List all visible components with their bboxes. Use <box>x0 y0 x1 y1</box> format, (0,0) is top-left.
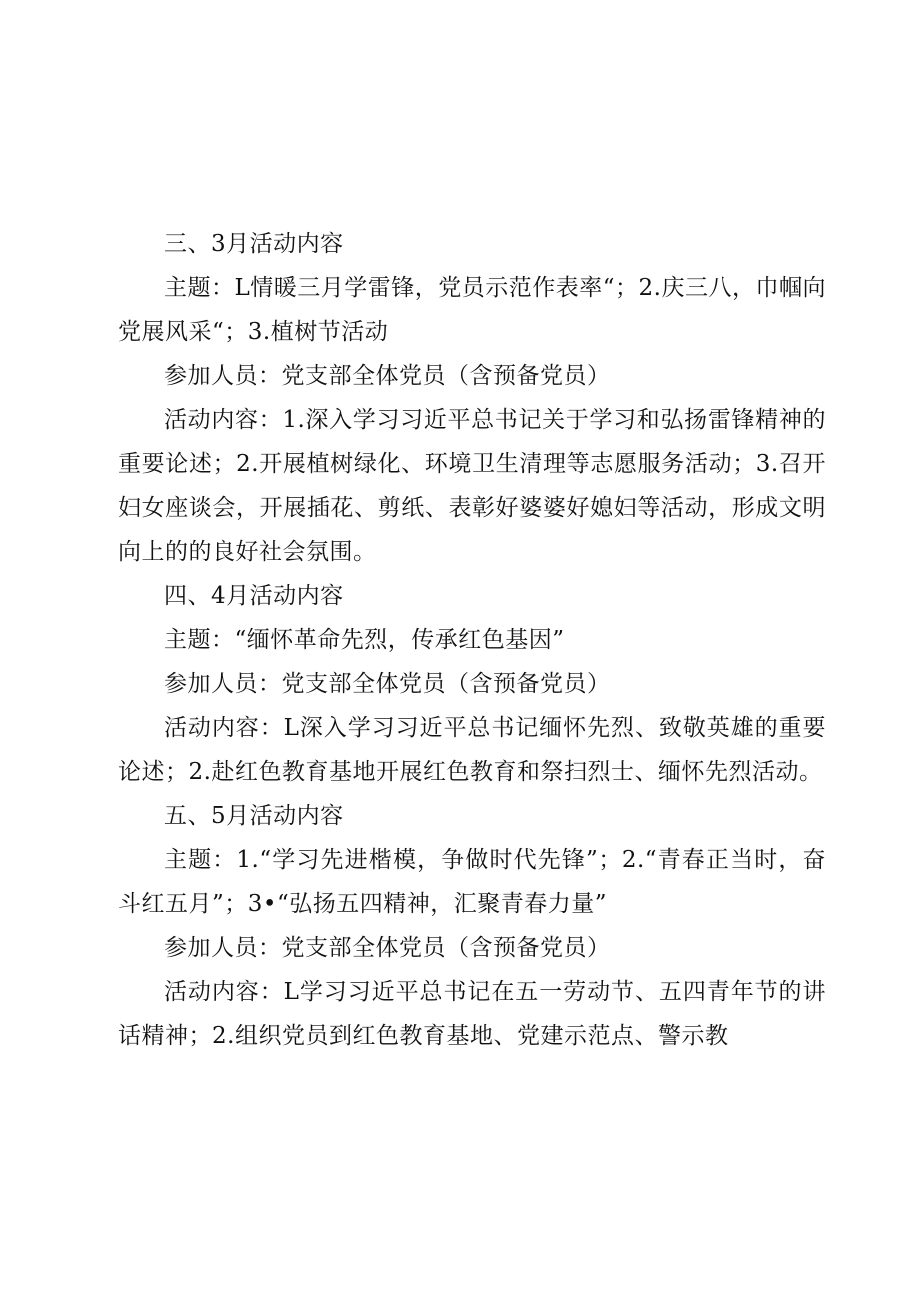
section-content-april: 活动内容：L深入学习习近平总书记缅怀先烈、致敬英雄的重要论述；2.赴红色教育基地开展红色教育和祭扫烈士、缅怀先烈活动。 <box>118 715 826 785</box>
section-heading-april: 四、4月活动内容 <box>164 583 344 609</box>
section-participants-may: 参加人员：党支部全体党员（含预备党员） <box>164 935 611 961</box>
section-content-march: 活动内容：1.深入学习习近平总书记关于学习和弘扬雷锋精神的重要论述；2.开展植树绿化、环境卫生清理等志愿服务活动；3.召开妇女座谈会，开展插花、剪纸、表彰好婆婆好媳妇等活动，形成文明向上的的良好社会氛围。 <box>118 407 826 565</box>
section-theme-march: 主题：L情暖三月学雷锋，党员示范作表率“；2.庆三八，巾帼向党展风采“；3.植树节活动 <box>118 275 826 345</box>
section-heading-march: 三、3月活动内容 <box>164 231 344 257</box>
section-heading-may: 五、5月活动内容 <box>164 803 344 829</box>
section-theme-may: 主题：1.“学习先进楷模，争做时代先锋”；2.“青春正当时，奋斗红五月”；3•“弘扬五四精神，汇聚青春力量” <box>118 847 826 917</box>
section-theme-april: 主题：“缅怀革命先烈，传承红色基因” <box>164 627 565 653</box>
section-content-may: 活动内容：L学习习近平总书记在五一劳动节、五四青年节的讲话精神；2.组织党员到红色教育基地、党建示范点、警示教 <box>118 979 826 1049</box>
section-participants-march: 参加人员：党支部全体党员（含预备党员） <box>164 363 611 389</box>
document-body <box>118 222 826 1058</box>
section-participants-april: 参加人员：党支部全体党员（含预备党员） <box>164 671 611 697</box>
